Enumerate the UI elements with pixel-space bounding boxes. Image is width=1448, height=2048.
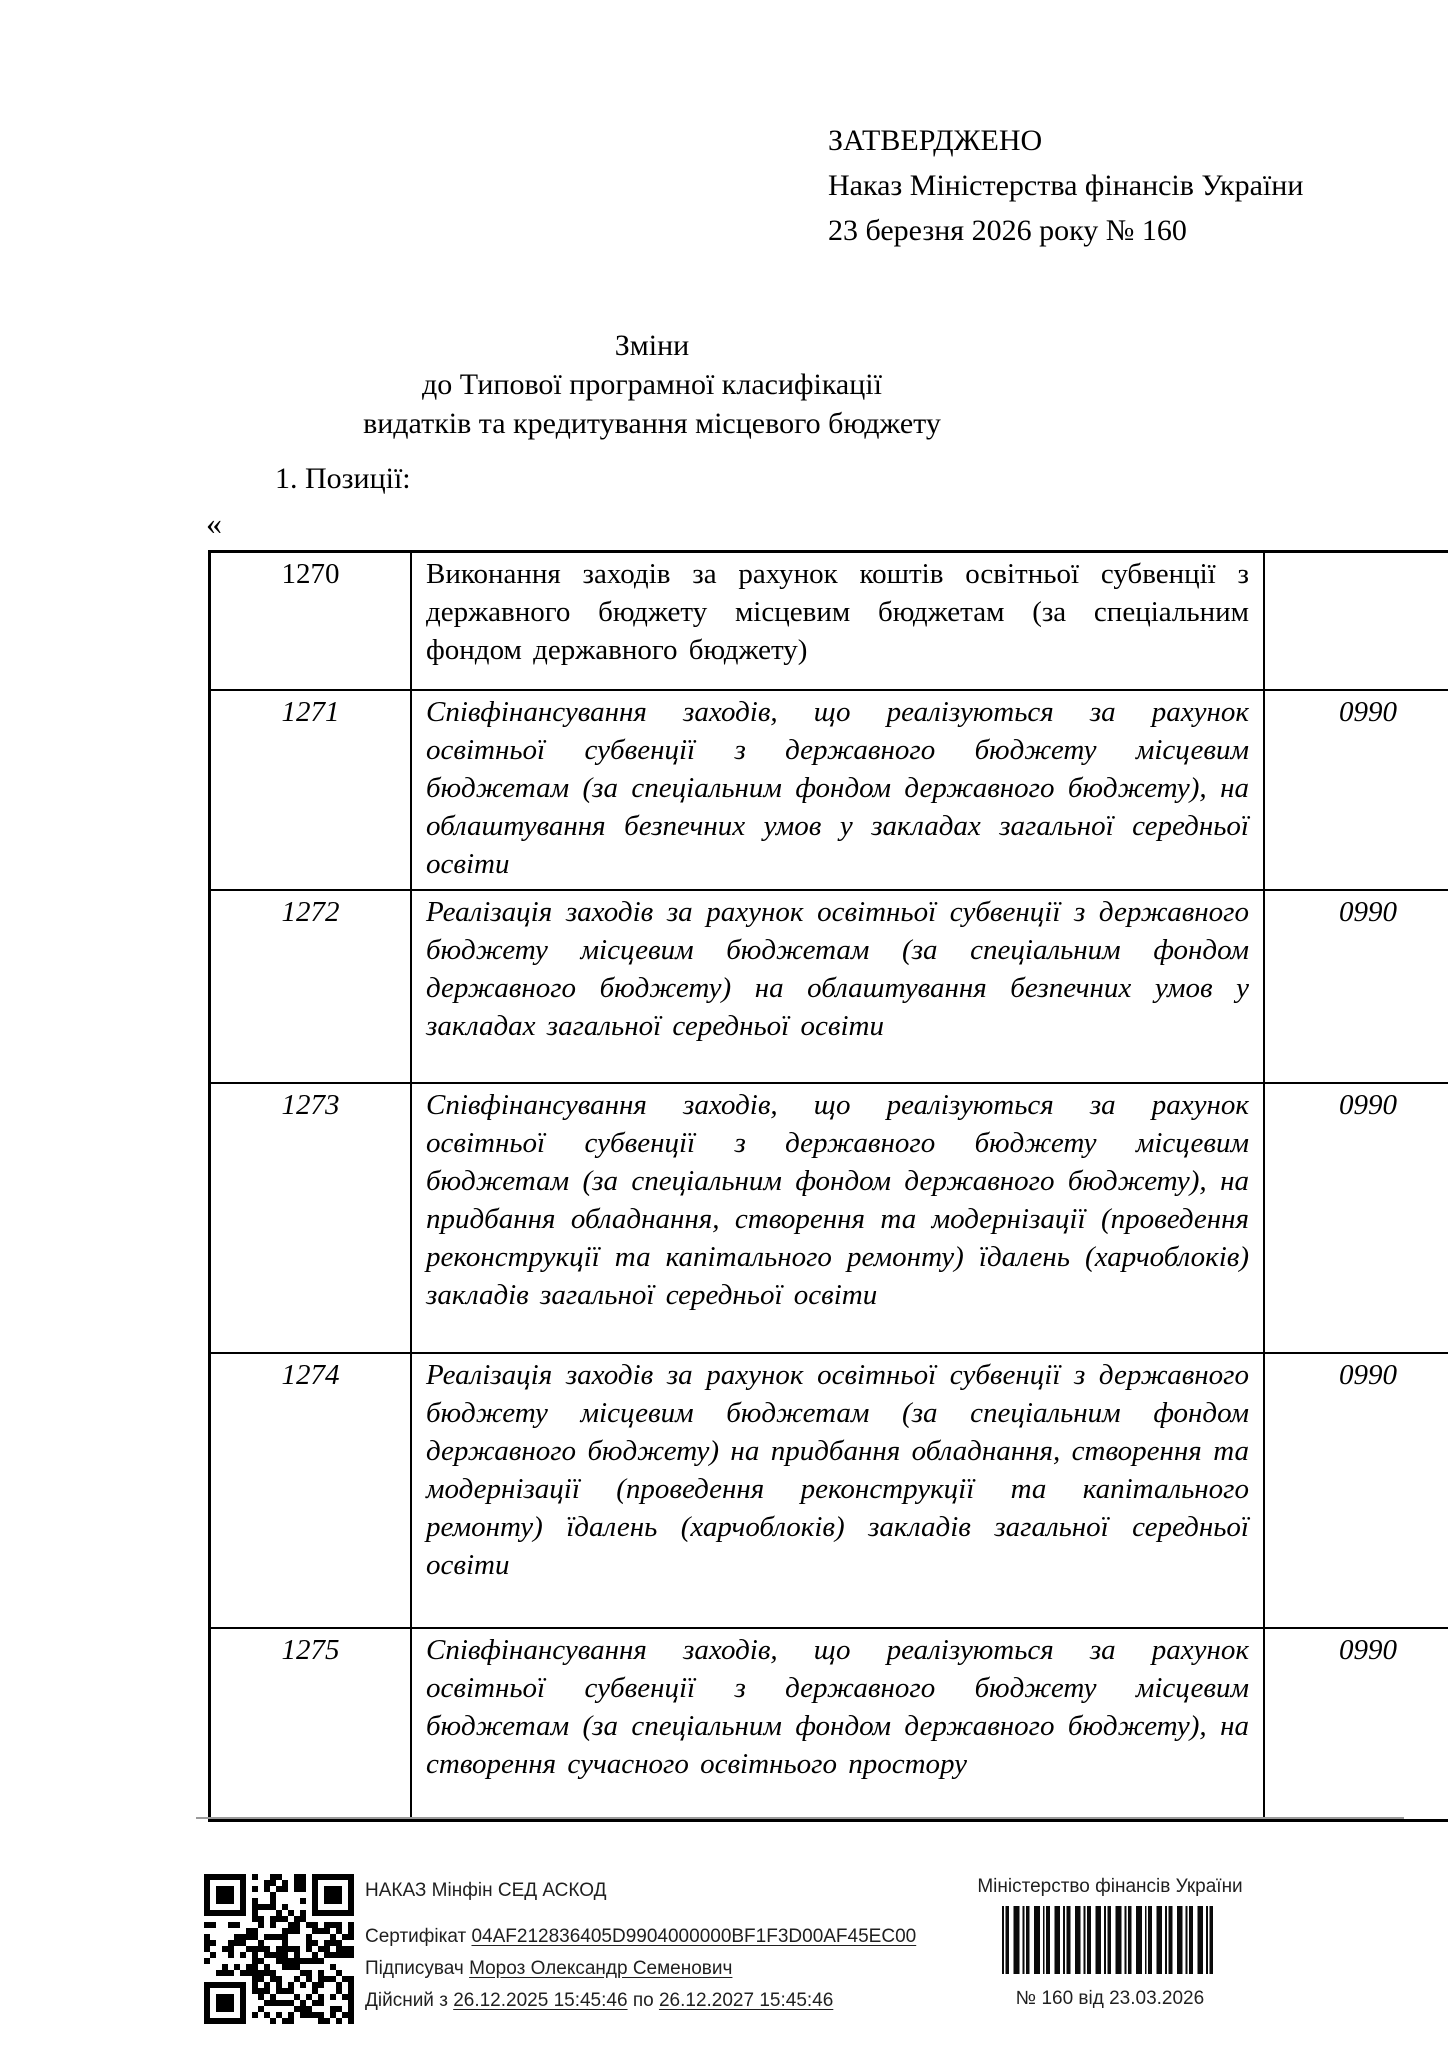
signature-system-label: НАКАЗ Мінфін СЕД АСКОД [365, 1880, 607, 1901]
functional-code-cell: 0990 [1264, 1628, 1448, 1821]
signer-label: Підписувач [365, 1958, 464, 1979]
positions-table [208, 550, 1448, 1822]
validity-prefix: Дійсний з [365, 1990, 448, 2011]
valid-from-value: 26.12.2025 15:45:46 [453, 1990, 628, 2011]
program-code-cell: 1274 [210, 1353, 412, 1628]
program-code-cell: 1273 [210, 1083, 412, 1353]
validity-middle: по [632, 1990, 654, 2011]
qr-code-icon [204, 1874, 354, 2024]
certificate-line [365, 1926, 916, 1948]
description-cell: Співфінансування заходів, що реалізуються за рахунок освітньої субвенції з державного бюджету місцевим бюджетам (за спеціальним фондом державного бюджету), на створення сучасного освітнього простору [411, 1628, 1264, 1821]
table-row [210, 1083, 1448, 1353]
certificate-value: 04AF212836405D9904000000BF1F3D00AF45EC00 [471, 1926, 917, 1947]
table-row [210, 1628, 1448, 1821]
document-title [156, 326, 1148, 443]
program-code-cell: 1275 [210, 1628, 412, 1821]
table-shadow-line [196, 1817, 1404, 1819]
table-row [210, 890, 1448, 1083]
description-cell: Виконання заходів за рахунок коштів освітньої субвенції з державного бюджету місцевим бюджетам (за спеціальним фондом державного бюджету) [411, 552, 1264, 690]
validity-line [365, 1990, 916, 2012]
approval-date-line: 23 березня 2026 року № 160 [828, 214, 1187, 247]
program-code-cell: 1270 [210, 552, 412, 690]
certificate-label: Сертифікат [365, 1926, 467, 1947]
table-row [210, 1353, 1448, 1628]
program-code-cell: 1272 [210, 890, 412, 1083]
table-row [210, 552, 1448, 690]
title-line-2: до Типової програмної класифікації [422, 368, 882, 401]
functional-code-cell: 0990 [1264, 890, 1448, 1083]
ministry-label: Міністерство фінансів України [977, 1876, 1243, 1897]
description-cell: Співфінансування заходів, що реалізуються за рахунок освітньої субвенції з державного бюджету місцевим бюджетам (за спеціальним фондом державного бюджету), на облаштування безпечних умов у закладах загальної середньої освіти [411, 690, 1264, 890]
signature-block [365, 1880, 916, 2022]
description-cell: Реалізація заходів за рахунок освітньої субвенції з державного бюджету місцевим бюджетам (за спеціальним фондом державного бюджету) на придбання обладнання, створення та модернізації (проведення реконструкції та капітального ремонту) їдалень (харчоблоків) закладів загальної середньої освіти [411, 1353, 1264, 1628]
approval-order-line: Наказ Міністерства фінансів України [828, 169, 1304, 202]
functional-code-cell: 0990 [1264, 690, 1448, 890]
section-heading: 1. Позиції: [275, 462, 411, 495]
title-line-3: видатків та кредитування місцевого бюджету [363, 407, 941, 440]
functional-code-cell: 0990 [1264, 1353, 1448, 1628]
signer-value: Мороз Олександр Семенович [469, 1958, 733, 1979]
description-cell: Співфінансування заходів, що реалізуються за рахунок освітньої субвенції з державного бюджету місцевим бюджетам (за спеціальним фондом державного бюджету), на придбання обладнання, створення та модернізації (проведення реконструкції та капітального ремонту) їдалень (харчоблоків) закладів загальної середньої освіти [411, 1083, 1264, 1353]
table-row [210, 690, 1448, 890]
approval-block [828, 118, 1303, 253]
approved-label: ЗАТВЕРДЖЕНО [828, 124, 1043, 157]
signer-line [365, 1958, 916, 1980]
program-code-cell: 1271 [210, 690, 412, 890]
barcode-icon [1002, 1906, 1218, 1974]
description-cell: Реалізація заходів за рахунок освітньої субвенції з державного бюджету місцевим бюджетам (за спеціальним фондом державного бюджету) на облаштування безпечних умов у закладах загальної середньої освіти [411, 890, 1264, 1083]
registration-block [940, 1876, 1280, 2010]
functional-code-cell [1264, 552, 1448, 690]
registration-number: № 160 від 23.03.2026 [1015, 1988, 1205, 2009]
title-line-1: Зміни [614, 329, 690, 362]
open-quote-mark: « [206, 505, 222, 541]
valid-to-value: 26.12.2027 15:45:46 [658, 1990, 834, 2011]
functional-code-cell: 0990 [1264, 1083, 1448, 1353]
